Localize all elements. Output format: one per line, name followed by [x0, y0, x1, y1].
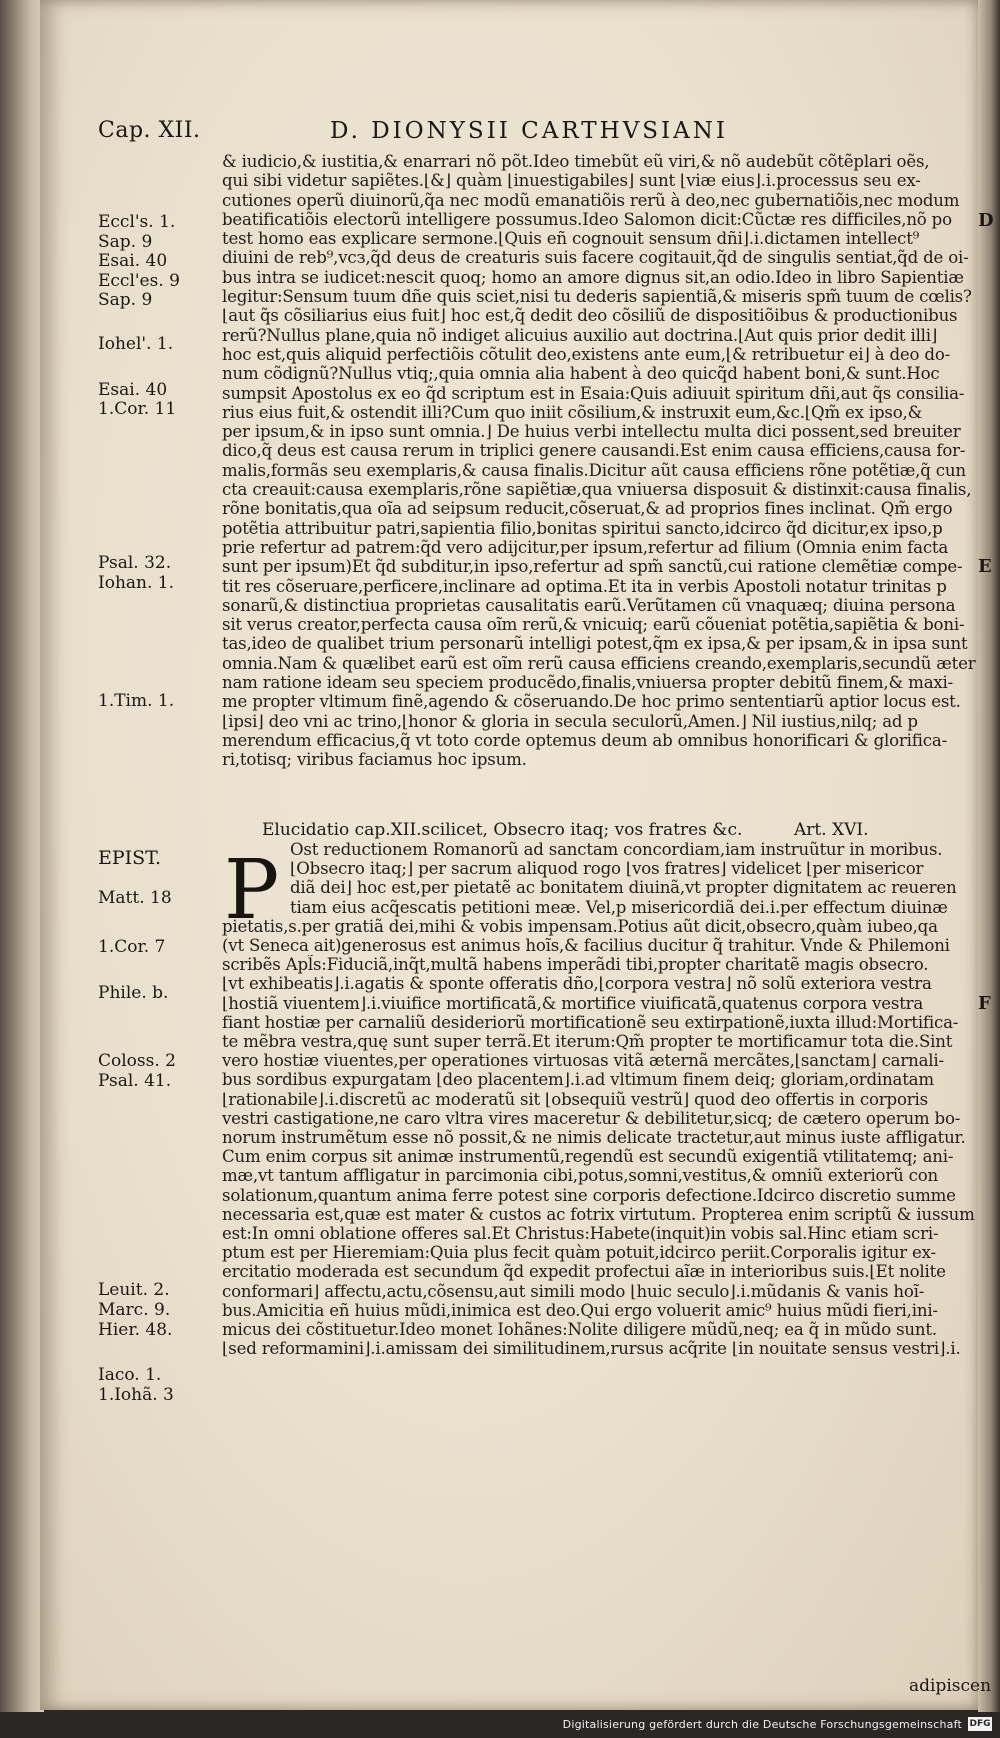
- margin-note: Esai. 40: [98, 380, 168, 400]
- margin-note: Coloss. 2: [98, 1051, 176, 1071]
- text-line: rerũ?Nullus plane,quia nõ indiget alicuius auxilio aut doctrina.⌊Aut quis prior dedit illi⌋: [222, 325, 938, 345]
- margin-note: Eccl'es. 9: [98, 271, 180, 291]
- text-line: necessaria est,quæ est mater & custos ac fotrix virtutum. Propterea enim scriptũ & iussum: [222, 1204, 975, 1224]
- margin-note: 1.Iohã. 3: [98, 1385, 174, 1405]
- book-gutter: [0, 0, 44, 1738]
- margin-notes: [98, 0, 208, 1700]
- margin-note: 1.Cor. 11: [98, 399, 177, 419]
- text-line: ptum est per Hieremiam:Quia plus fecit quàm potuit,idcirco periit.Corporalis igitur ex-: [222, 1243, 936, 1263]
- text-line: ri,totisq; viribus faciamus hoc ipsum.: [222, 750, 527, 770]
- text-line: sit verus creator,perfecta causa oĩm rerũ,& vnicuiq; earũ cõueniat potẽtia,sapiẽtia & boni-: [222, 615, 965, 635]
- text-line: rius eius fuit,& ostendit illi?Cum quo iniit cõsilium,& instruxit eum,&c.⌊Qm̃ ex ipso,&: [222, 402, 923, 422]
- text-line: prie refertur ad patrem:q̃d vero adijcitur,per ipsum,refertur ad filium (Omnia enim facta: [222, 537, 949, 557]
- text-line: tas,ideo de qualibet trium personarũ intelligi potest,q̃m ex ipsa,& per ipsam,& in ipsa sunt: [222, 634, 968, 654]
- margin-note: Iohan. 1.: [98, 573, 175, 593]
- dfg-logo: DFG: [969, 1719, 991, 1729]
- text-line: pietatis,s.per gratiã dei,mihi & vobis impensam.Potius aũt dicit,obsecro,quàm iubeo,qa: [222, 916, 938, 936]
- main-text-block: [222, 152, 982, 770]
- text-line: scribẽs Apl̃s:Fiduciã,inq̃t,multã habens imperãdi tibi,propter charitatẽ magis obsecro.: [222, 955, 929, 975]
- margin-note: Psal. 32.: [98, 553, 172, 573]
- text-line: tit res cõseruare,perficere,inclinare ad optima.Et ita in verbis Apostoli notatur trinitas p: [222, 576, 947, 596]
- text-line: rõne bonitatis,qua oĩa ad seipsum reducit,cõseruat,& ad proprios fines inclinat. Qm̃ ergo: [222, 499, 953, 519]
- text-line: solationum,quantum anima ferre potest sine corporis defectione.Idcirco discretio summe: [222, 1185, 956, 1205]
- text-line: cta creauit:causa exemplaris,rõne sapiẽtiæ,qua vniuersa disposuit & distinxit:causa finalis,: [222, 480, 972, 500]
- text-line: vestri castigatione,ne caro vltra vires maceretur & debilitetur,sicq; de cætero operum bo-: [222, 1108, 961, 1128]
- text-line: (vt Seneca ait)generosus est animus hoĩs,& facilius ducitur q̃ trahitur. Vnde & Philemoni: [222, 936, 950, 956]
- text-line: ercitatio moderada est secundum q̃d expedit profectui aĩæ in interioribus suis.⌊Et nolite: [222, 1262, 946, 1282]
- section-mark-f: F: [978, 993, 991, 1014]
- catchword: adipiscen: [909, 1676, 992, 1696]
- text-line: ⌊Obsecro itaq;⌋ per sacrum aliquod rogo ⌊vos fratres⌋ videlicet ⌊per misericor: [290, 859, 924, 879]
- text-line: conformari⌋ affectu,actu,cõsensu,aut simili modo ⌊huic seculo⌋.i.mũdanis & vanis hoĩ-: [222, 1281, 925, 1301]
- text-line: bus intra se iudicet:nescit quoq; homo an amore dignus sit,an odio.Ideo in libro Sapientiæ: [222, 267, 964, 287]
- text-line: dico,q̃ deus est causa rerum in triplici genere causandi.Est enim causa efficiens,causa for-: [222, 441, 966, 461]
- text-line: sumpsit Apostolus ex eo q̃d scriptum est in Esaia:Quis adiuuit spiritum dñi,aut q̃s consilia-: [222, 383, 965, 403]
- margin-note: EPIST.: [98, 847, 162, 869]
- text-line: vero hostiæ viuentes,per operationes virtuosas vitã æternã mercãtes,⌊sanctam⌋ carnali-: [222, 1051, 944, 1071]
- text-line: ⌊ipsi⌋ deo vni ac trino,⌊honor & gloria in secula seculorũ,Amen.⌋ Nil iustius,nilq; ad p: [222, 711, 918, 731]
- text-line: te mẽbra vestra,quę sunt super terrã.Et iterum:Qm̃ propter te mortificamur tota die.Sint: [222, 1032, 953, 1052]
- text-line: ⌊hostiã viuentem⌋.i.viuifice mortificatã,& mortifice viuificatã,quatenus corpora vestra: [222, 993, 924, 1013]
- margin-note: Marc. 9.: [98, 1300, 171, 1320]
- margin-note: Eccl's. 1.: [98, 212, 176, 232]
- text-line: diuini de reb⁹,vcз,q̃d deus de creaturis suis facere cogitauit,q̃d de singulis sentiat,q̃d de oi-: [222, 248, 969, 268]
- margin-note: Hier. 48.: [98, 1320, 173, 1340]
- text-line: per ipsum,& in ipso sunt omnia.⌋ De huius verbi intellectu multa dici possent,sed breuiter: [222, 422, 961, 442]
- article-number: Art. XVI.: [794, 820, 869, 840]
- text-line: sunt per ipsum)Et q̃d subditur,in ipso,refertur ad spm̃ sanctũ,cui ratione clemẽtiæ compe-: [222, 557, 963, 577]
- margin-note: 1.Tim. 1.: [98, 691, 175, 711]
- text-line: tiam eius acq̃escatis petitioni meæ. Vel,p misericordiã dei.i.per effectum diuinæ: [290, 897, 948, 917]
- margin-note: Esai. 40: [98, 251, 168, 271]
- text-line: omnia.Nam & quælibet earũ est oĩm rerũ causa efficiens creando,exemplaris,secundũ æter: [222, 653, 976, 673]
- text-line: mæ,vt tantum affligatur in parcimonia cibi,potus,somni,vestitus,& omniũ exteriorũ con: [222, 1166, 939, 1186]
- funding-credit: Digitalisierung gefördert durch die Deutsche Forschungsgemeinschaft: [562, 1718, 962, 1731]
- text-line: num cõdignũ?Nullus vtiq;,quia omnia alia habent à deo quicq̃d habent boni,& sunt.Hoc: [222, 364, 940, 384]
- text-line: diã dei⌋ hoc est,per pietatẽ ac bonitatem diuinã,vt propter dignitatem ac reueren: [290, 878, 957, 898]
- margin-note: 1.Cor. 7: [98, 937, 166, 957]
- elucidatio-title: Elucidatio cap.XII.scilicet, Obsecro itaq; vos fratres &c.: [262, 820, 743, 840]
- text-line: ⌊rationabile⌋.i.discretũ ac moderatũ sit ⌊obsequiũ vestrũ⌋ quod deo offertis in corporis: [222, 1089, 928, 1109]
- text-line: qui sibi videtur sapiẽtes.⌊&⌋ quàm ⌊inuestigabiles⌋ sunt ⌊viæ eius⌋.i.processus seu ex-: [222, 171, 921, 191]
- text-line: micus dei cõstituetur.Ideo monet Iohãnes:Nolite diligere mũdũ,neq; ea q̃ in mũdo sunt.: [222, 1320, 937, 1340]
- text-line: cutiones operũ diuinorũ,q̃a nec modũ emanatiõis rerũ à deo,nec gubernatiõis,nec modum: [222, 190, 960, 210]
- text-line: potẽtia attribuitur patri,sapientia filio,bonitas spiritui sancto,idcirco q̃d dicitur,ex ipso,p: [222, 518, 943, 538]
- margin-note: Matt. 18: [98, 888, 172, 908]
- epistle-text-block: [222, 840, 982, 1358]
- text-line: ⌊sed reformamini⌋.i.amissam dei similitudinem,rursus acq̃rite ⌊in nouitate sensus vestri⌋.i.: [222, 1339, 961, 1359]
- margin-note: Sap. 9: [98, 290, 153, 310]
- section-mark-d: D: [978, 210, 994, 231]
- text-line: fiant hostiæ per carnaliũ desideriorũ mortificationẽ seu extirpationẽ,iuxta illud:Mortifica-: [222, 1012, 959, 1032]
- text-line: sonarũ,& distinctiua proprietas causalitatis earũ.Verũtamen cũ vnaquæq; diuina persona: [222, 595, 956, 615]
- margin-note: Psal. 41.: [98, 1071, 172, 1091]
- text-line: malis,formãs seu exemplaris,& causa finalis.Dicitur aũt causa efficiens rõne potẽtiæ,q̃ cun: [222, 460, 966, 480]
- text-line: est:In omni oblatione offeres sal.Et Christus:Habete(inquit)in vobis sal.Hinc etiam scri-: [222, 1224, 939, 1244]
- chapter-label: Cap. XII.: [98, 118, 201, 143]
- margin-note: Sap. 9: [98, 232, 153, 252]
- running-title: D. DIONYSII CARTHVSIANI: [330, 118, 728, 144]
- margin-note: Phile. b.: [98, 983, 169, 1003]
- text-line: nam ratione ideam seu speciem producẽdo,finalis,vniuersa propter debitũ finem,& maxi-: [222, 673, 954, 693]
- text-line: me propter vltimum finẽ,agendo & cõseruando.De hoc primo sententiarũ aptior locus est.: [222, 692, 961, 712]
- text-line: norum instrumẽtum esse nõ possit,& ne nimis delicate tractetur,aut minus iuste affligatur.: [222, 1128, 966, 1148]
- text-line: & iudicio,& iustitia,& enarrari nõ põt.Ideo timebũt eũ viri,& nõ audebũt cõtẽplari oẽs,: [222, 152, 930, 171]
- text-line: legitur:Sensum tuum dñe quis sciet,nisi tu dederis sapientiã,& miseris spm̃ tuum de cœlis?: [222, 287, 972, 307]
- text-line: Ost reductionem Romanorũ ad sanctam concordiam,iam instruũtur in moribus.: [290, 840, 943, 859]
- text-line: ⌊aut q̃s cõsiliarius eius fuit⌋ hoc est,q̃ dedit deo cõsiliũ de dispositiõibus & productionibus: [222, 306, 958, 326]
- margin-note: Leuit. 2.: [98, 1280, 170, 1300]
- text-line: beatificatiõis electorũ intelligere possumus.Ideo Salomon dicit:Cũctæ res difficiles,nõ po: [222, 209, 952, 229]
- text-line: bus.Amicitia eñ huius mũdi,inimica est deo.Qui ergo voluerit amic⁹ huius mũdi fieri,ini-: [222, 1300, 938, 1320]
- text-line: merendum efficacius,q̃ vt toto corde optemus deum ab omnibus honorificari & glorifica-: [222, 730, 947, 750]
- text-line: test homo eas explicare sermone.⌊Quis eñ cognouit sensum dñi⌋.i.dictamen intellect⁹: [222, 229, 920, 249]
- margin-note: Iohel'. 1.: [98, 334, 174, 354]
- section-mark-e: E: [978, 556, 992, 577]
- margin-note: Iaco. 1.: [98, 1365, 162, 1385]
- drop-cap: P: [224, 843, 280, 938]
- text-line: bus sordibus expurgatam ⌊deo placentem⌋.i.ad vltimum finem deiq; gloriam,ordinatam: [222, 1070, 934, 1090]
- text-line: hoc est,quis aliquid perfectiõis cõtulit deo,existens ante eum,⌊& retribuetur ei⌋ à deo do-: [222, 344, 951, 364]
- digitization-footer: [0, 1712, 1000, 1738]
- text-line: Cum enim corpus sit animæ instrumentũ,regendũ est secundũ exigentiã vtilitatemq; ani-: [222, 1147, 954, 1167]
- elucidatio-heading: [262, 820, 942, 840]
- text-line: ⌊vt exhibeatis⌋.i.agatis & sponte offeratis dño,⌊corpora vestra⌋ nõ solũ exteriora vestra: [222, 974, 932, 994]
